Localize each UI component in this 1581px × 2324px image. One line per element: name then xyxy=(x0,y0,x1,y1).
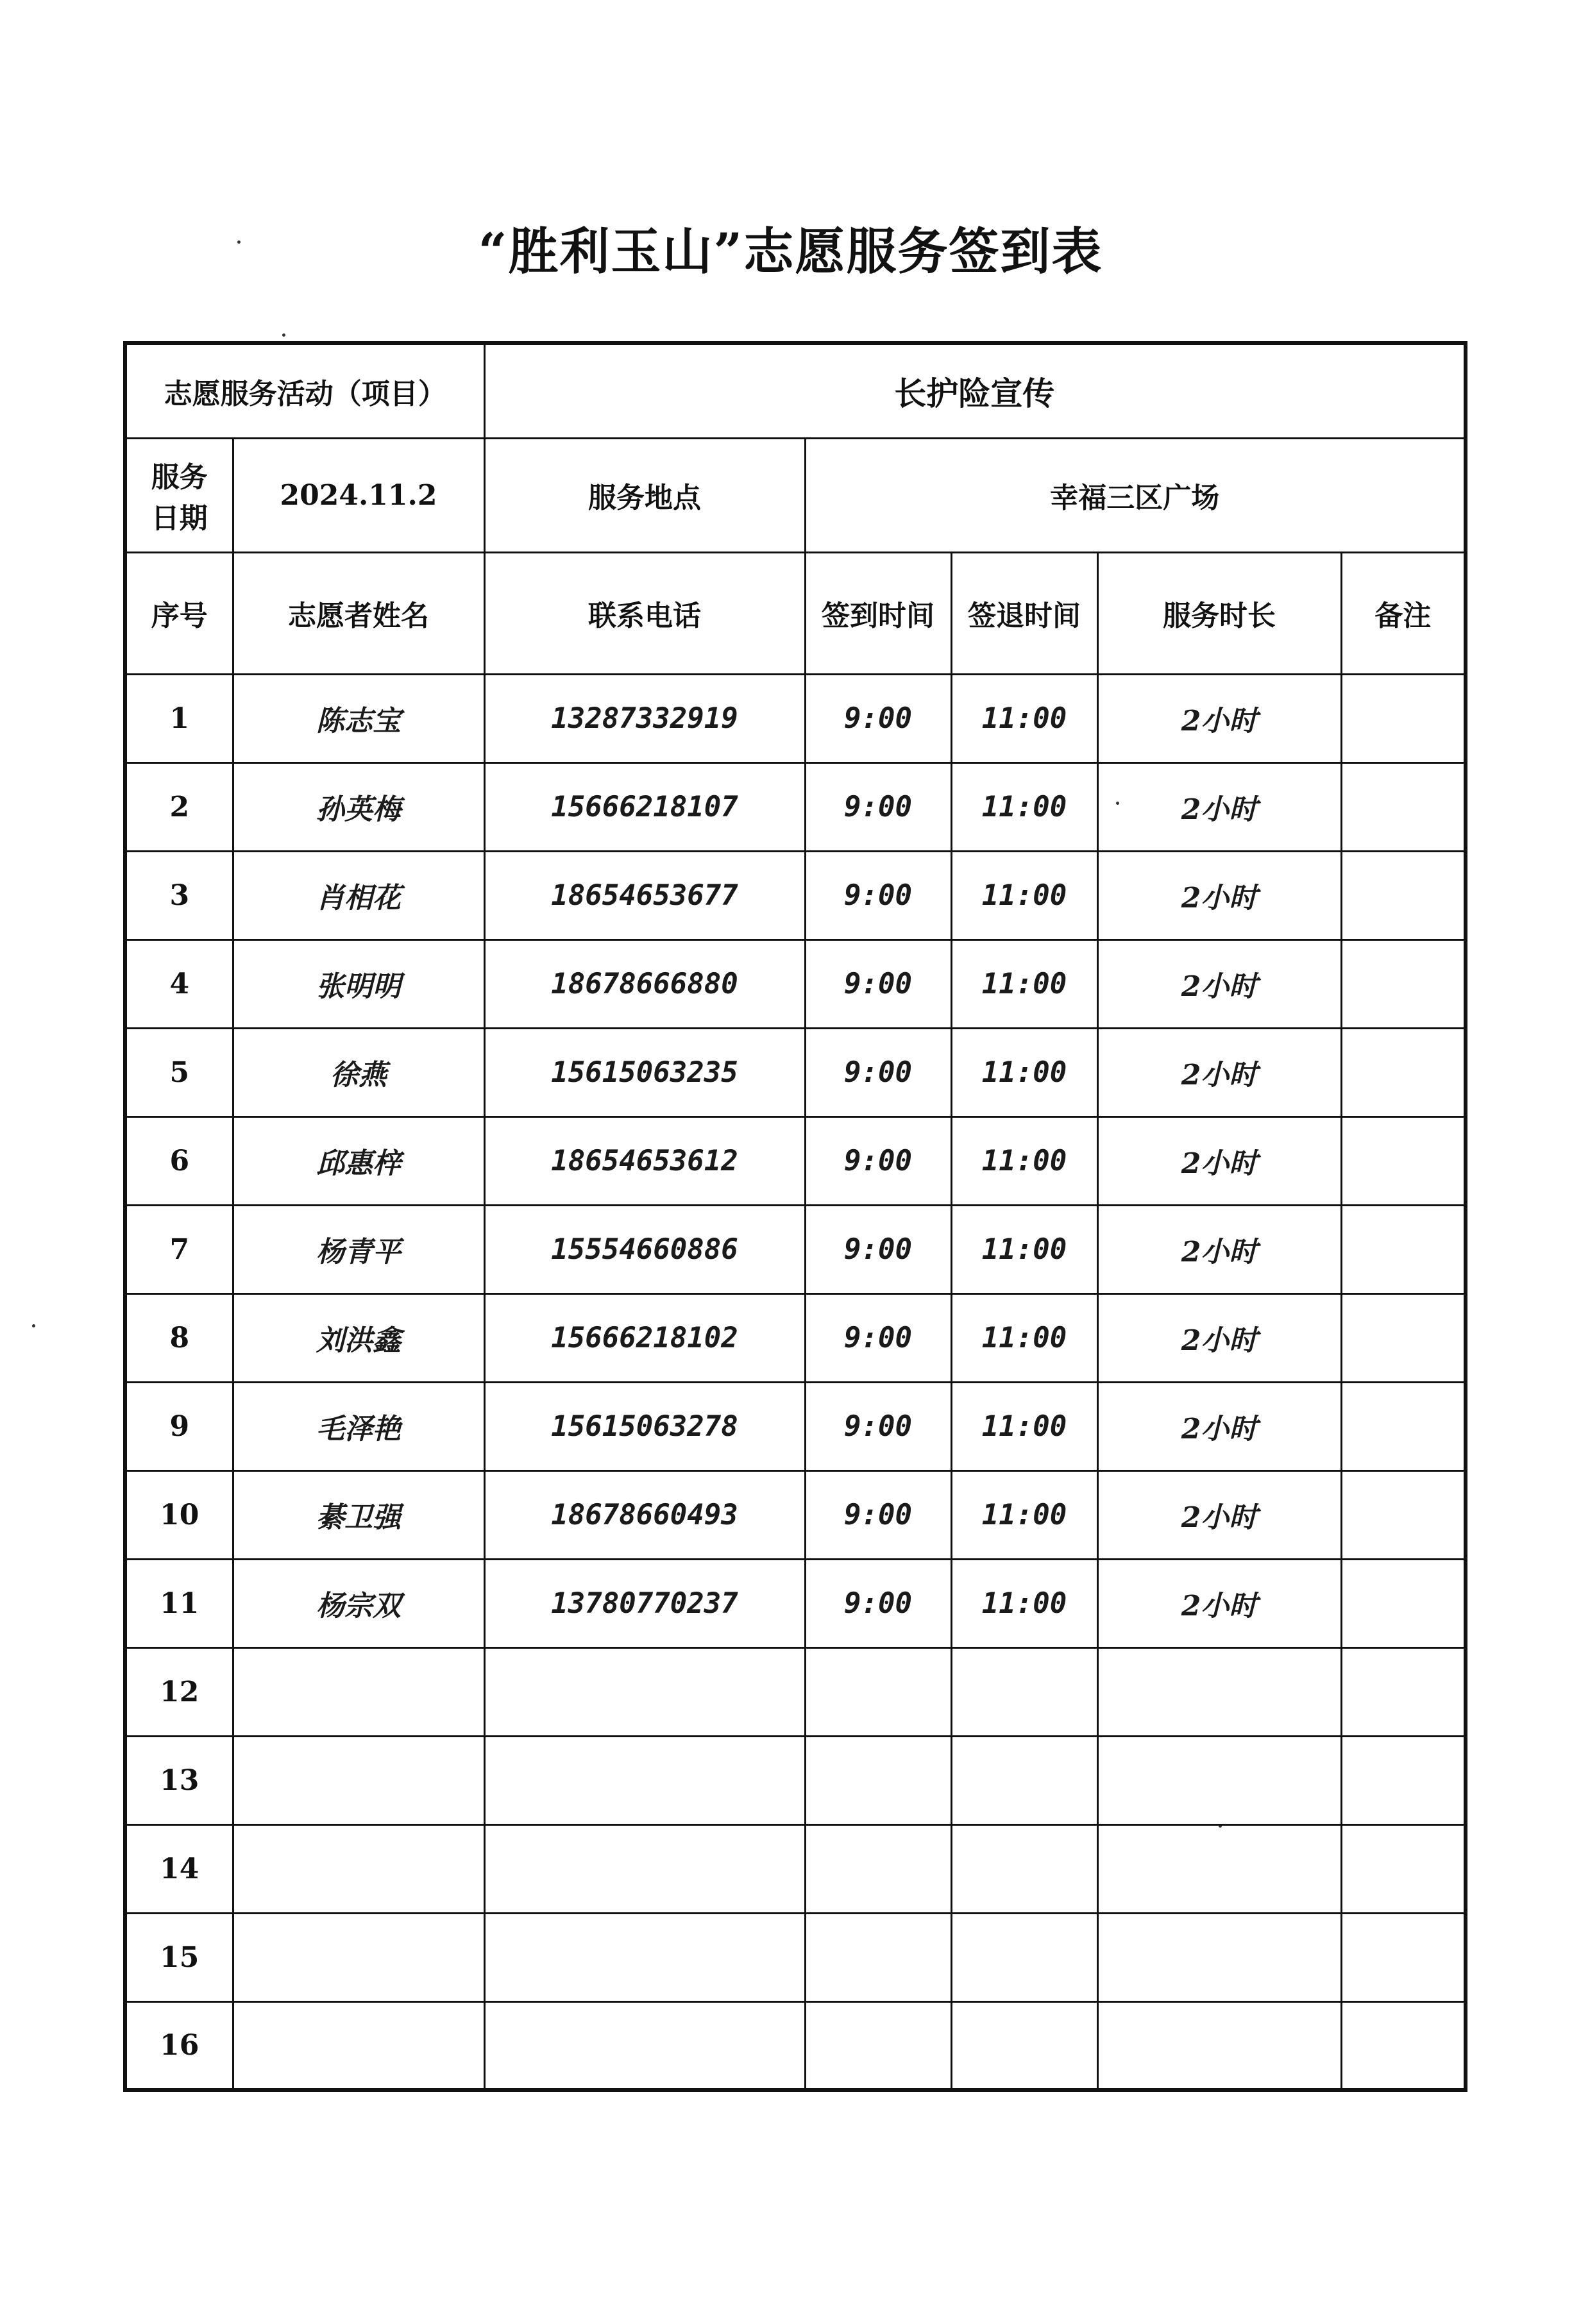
volunteer-name: 刘洪鑫 xyxy=(233,1293,484,1382)
table-row xyxy=(125,674,1466,762)
service-duration: 2小时 xyxy=(1097,1205,1341,1293)
table-row xyxy=(125,1824,1466,1913)
service-duration: 2小时 xyxy=(1097,939,1341,1028)
contact-phone: 18654653677 xyxy=(484,851,805,939)
service-location-value: 幸福三区广场 xyxy=(805,438,1466,552)
row-index: 11 xyxy=(125,1559,233,1647)
header-duration: 服务时长 xyxy=(1097,552,1341,674)
checkout-time xyxy=(951,1736,1097,1824)
volunteer-name: 邱惠梓 xyxy=(233,1116,484,1205)
contact-phone xyxy=(484,1647,805,1736)
remark xyxy=(1341,1470,1466,1559)
remark xyxy=(1341,1559,1466,1647)
checkout-time xyxy=(951,1647,1097,1736)
remark xyxy=(1341,1382,1466,1470)
activity-value: 长护险宣传 xyxy=(484,343,1466,438)
checkin-time: 9:00 xyxy=(805,762,951,851)
volunteer-name xyxy=(233,1647,484,1736)
scan-speck xyxy=(282,333,285,337)
volunteer-name: 张明明 xyxy=(233,939,484,1028)
volunteer-name xyxy=(233,1824,484,1913)
scan-speck xyxy=(237,240,241,244)
service-duration xyxy=(1097,1736,1341,1824)
row-index: 12 xyxy=(125,1647,233,1736)
table-row xyxy=(125,939,1466,1028)
service-duration xyxy=(1097,1647,1341,1736)
checkout-time: 11:00 xyxy=(951,762,1097,851)
service-location-label xyxy=(484,438,805,552)
service-duration: 2小时 xyxy=(1097,1116,1341,1205)
checkin-time: 9:00 xyxy=(805,1028,951,1116)
checkout-time: 11:00 xyxy=(951,1559,1097,1647)
table-row xyxy=(125,1647,1466,1736)
service-date-label-line1: 服务 xyxy=(151,461,208,494)
row-index: 14 xyxy=(125,1824,233,1913)
checkout-time: 11:00 xyxy=(951,674,1097,762)
remark xyxy=(1341,1736,1466,1824)
row-index: 3 xyxy=(125,851,233,939)
header-index: 序号 xyxy=(125,552,233,674)
remark xyxy=(1341,2001,1466,2090)
table-row xyxy=(125,851,1466,939)
volunteer-name xyxy=(233,1736,484,1824)
contact-phone: 15554660886 xyxy=(484,1205,805,1293)
header-checkout: 签退时间 xyxy=(951,552,1097,674)
volunteer-name xyxy=(233,2001,484,2090)
row-index: 7 xyxy=(125,1205,233,1293)
service-duration: 2小时 xyxy=(1097,762,1341,851)
activity-label: 志愿服务活动（项目） xyxy=(125,343,484,438)
volunteer-name: 陈志宝 xyxy=(233,674,484,762)
row-index: 15 xyxy=(125,1913,233,2001)
service-duration: 2小时 xyxy=(1097,1382,1341,1470)
checkout-time: 11:00 xyxy=(951,1382,1097,1470)
page-title: “胜利玉山”志愿服务签到表 xyxy=(478,223,1103,281)
checkin-time: 9:00 xyxy=(805,1293,951,1382)
row-index: 8 xyxy=(125,1293,233,1382)
remark xyxy=(1341,1824,1466,1913)
contact-phone: 13780770237 xyxy=(484,1559,805,1647)
remark xyxy=(1341,1205,1466,1293)
checkin-time: 9:00 xyxy=(805,851,951,939)
table-row xyxy=(125,1913,1466,2001)
table-row xyxy=(125,1116,1466,1205)
service-duration: 2小时 xyxy=(1097,674,1341,762)
service-info-row xyxy=(125,438,1466,552)
volunteer-name: 杨宗双 xyxy=(233,1559,484,1647)
header-name: 志愿者姓名 xyxy=(233,552,484,674)
checkin-time xyxy=(805,2001,951,2090)
remark xyxy=(1341,1028,1466,1116)
table-row xyxy=(125,1470,1466,1559)
row-index: 9 xyxy=(125,1382,233,1470)
contact-phone: 15615063278 xyxy=(484,1382,805,1470)
checkin-time: 9:00 xyxy=(805,674,951,762)
contact-phone xyxy=(484,1913,805,2001)
table-row xyxy=(125,1205,1466,1293)
service-duration: 2小时 xyxy=(1097,1470,1341,1559)
table-row xyxy=(125,1559,1466,1647)
activity-row xyxy=(125,343,1466,438)
table-row xyxy=(125,1293,1466,1382)
contact-phone xyxy=(484,1736,805,1824)
checkout-time: 11:00 xyxy=(951,1116,1097,1205)
checkin-time: 9:00 xyxy=(805,1559,951,1647)
remark xyxy=(1341,851,1466,939)
volunteer-name: 肖相花 xyxy=(233,851,484,939)
volunteer-name: 孙英梅 xyxy=(233,762,484,851)
row-index: 2 xyxy=(125,762,233,851)
checkout-time xyxy=(951,2001,1097,2090)
remark xyxy=(1341,1647,1466,1736)
table-row xyxy=(125,1028,1466,1116)
table-row xyxy=(125,1736,1466,1824)
volunteer-name: 杨青平 xyxy=(233,1205,484,1293)
remark xyxy=(1341,1116,1466,1205)
checkout-time: 11:00 xyxy=(951,1470,1097,1559)
checkout-time: 11:00 xyxy=(951,939,1097,1028)
row-index: 6 xyxy=(125,1116,233,1205)
header-checkin: 签到时间 xyxy=(805,552,951,674)
checkout-time: 11:00 xyxy=(951,1205,1097,1293)
checkin-time: 9:00 xyxy=(805,939,951,1028)
checkin-time: 9:00 xyxy=(805,1116,951,1205)
row-index: 1 xyxy=(125,674,233,762)
remark xyxy=(1341,762,1466,851)
checkout-time: 11:00 xyxy=(951,1293,1097,1382)
service-duration: 2小时 xyxy=(1097,1028,1341,1116)
checkout-time: 11:00 xyxy=(951,1028,1097,1116)
contact-phone: 15666218102 xyxy=(484,1293,805,1382)
header-phone: 联系电话 xyxy=(484,552,805,674)
remark xyxy=(1341,1913,1466,2001)
service-location-label-text: 服务地点 xyxy=(588,482,701,514)
remark xyxy=(1341,939,1466,1028)
sign-in-table xyxy=(123,341,1467,2092)
service-date-label-line2: 日期 xyxy=(151,502,208,535)
checkin-time: 9:00 xyxy=(805,1470,951,1559)
checkin-time xyxy=(805,1736,951,1824)
service-date-label xyxy=(125,438,233,552)
volunteer-name: 綦卫强 xyxy=(233,1470,484,1559)
service-duration xyxy=(1097,2001,1341,2090)
row-index: 10 xyxy=(125,1470,233,1559)
row-index: 13 xyxy=(125,1736,233,1824)
remark xyxy=(1341,674,1466,762)
service-duration: 2小时 xyxy=(1097,1293,1341,1382)
checkout-time xyxy=(951,1913,1097,2001)
table-row xyxy=(125,2001,1466,2090)
contact-phone: 13287332919 xyxy=(484,674,805,762)
table-row xyxy=(125,762,1466,851)
volunteer-name: 徐燕 xyxy=(233,1028,484,1116)
service-duration: 2小时 xyxy=(1097,851,1341,939)
checkin-time: 9:00 xyxy=(805,1205,951,1293)
checkin-time xyxy=(805,1824,951,1913)
service-duration: 2小时 xyxy=(1097,1559,1341,1647)
checkin-time xyxy=(805,1647,951,1736)
checkin-time: 9:00 xyxy=(805,1382,951,1470)
header-row xyxy=(125,552,1466,674)
checkin-time xyxy=(805,1913,951,2001)
contact-phone: 15615063235 xyxy=(484,1028,805,1116)
contact-phone xyxy=(484,1824,805,1913)
volunteer-name xyxy=(233,1913,484,2001)
scan-speck xyxy=(32,1324,35,1327)
service-date-value: 2024.11.2 xyxy=(233,438,484,552)
contact-phone: 18678666880 xyxy=(484,939,805,1028)
checkout-time: 11:00 xyxy=(951,851,1097,939)
contact-phone: 18654653612 xyxy=(484,1116,805,1205)
service-duration xyxy=(1097,1824,1341,1913)
contact-phone: 18678660493 xyxy=(484,1470,805,1559)
checkout-time xyxy=(951,1824,1097,1913)
contact-phone xyxy=(484,2001,805,2090)
remark xyxy=(1341,1293,1466,1382)
contact-phone: 15666218107 xyxy=(484,762,805,851)
header-remark: 备注 xyxy=(1341,552,1466,674)
service-duration xyxy=(1097,1913,1341,2001)
volunteer-name: 毛泽艳 xyxy=(233,1382,484,1470)
table-row xyxy=(125,1382,1466,1470)
row-index: 4 xyxy=(125,939,233,1028)
row-index: 5 xyxy=(125,1028,233,1116)
row-index: 16 xyxy=(125,2001,233,2090)
